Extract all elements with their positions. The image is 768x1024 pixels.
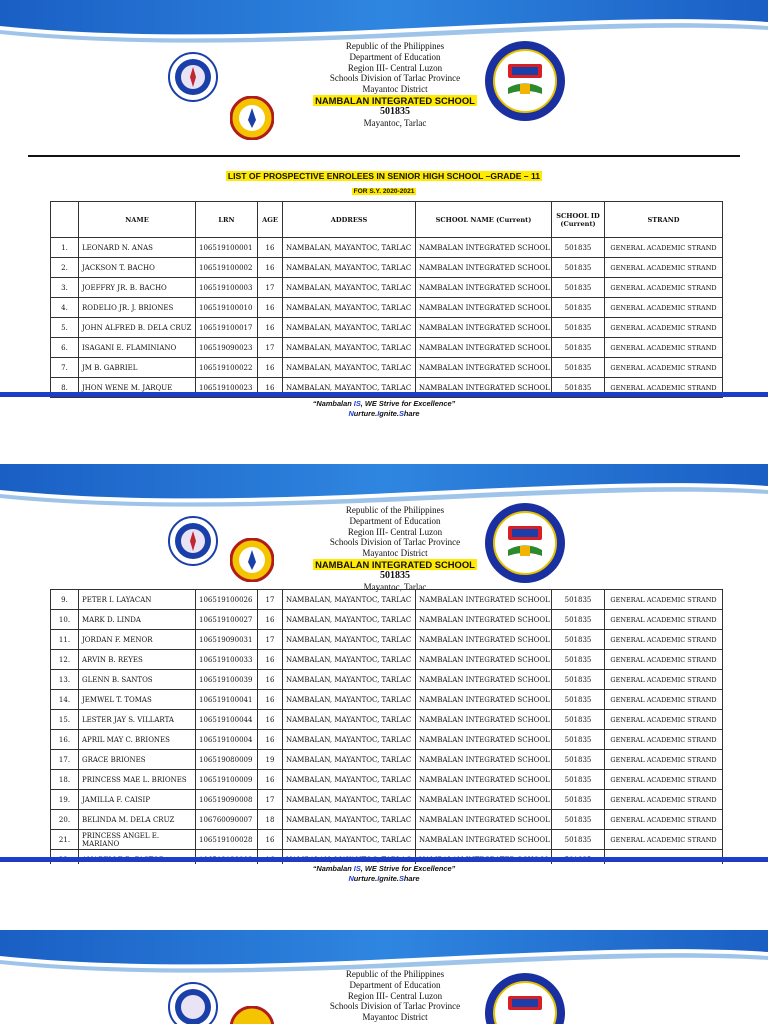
row-lrn: 106519100003 — [196, 278, 258, 298]
row-school: NAMBALAN INTEGRATED SCHOOL — [416, 790, 552, 810]
page-1 — [0, 0, 768, 440]
col-address: ADDRESS — [283, 202, 416, 238]
school-seal-logo — [484, 972, 566, 1024]
row-name: GRACE BRIONES — [79, 750, 196, 770]
row-lrn: 106519100017 — [196, 318, 258, 338]
header-school-id: 501835 — [380, 569, 410, 581]
row-name: JEMWEL T. TOMAS — [79, 690, 196, 710]
table-row — [51, 610, 723, 630]
row-name: JM B. GABRIEL — [79, 358, 196, 378]
row-strand: GENERAL ACADEMIC STRAND — [605, 338, 723, 358]
table-row — [51, 750, 723, 770]
row-number: 5. — [51, 318, 79, 338]
row-school-id: 501835 — [552, 810, 605, 830]
table-row — [51, 790, 723, 810]
header-banner — [0, 464, 768, 508]
row-strand: GENERAL ACADEMIC STRAND — [605, 750, 723, 770]
row-school-id: 501835 — [552, 670, 605, 690]
row-strand: GENERAL ACADEMIC STRAND — [605, 238, 723, 258]
row-strand: GENERAL ACADEMIC STRAND — [605, 590, 723, 610]
row-number: 21. — [51, 830, 79, 850]
motto-hare: hare — [403, 409, 420, 418]
table-row — [51, 318, 723, 338]
motto-i: I — [377, 409, 380, 418]
row-school-id: 501835 — [552, 690, 605, 710]
row-number: 18. — [51, 770, 79, 790]
row-number: 4. — [51, 298, 79, 318]
header-line-republic: Republic of the Philippines — [345, 41, 445, 51]
row-school: NAMBALAN INTEGRATED SCHOOL — [416, 238, 552, 258]
row-number: 9. — [51, 590, 79, 610]
header-line-department: Department of Education — [349, 51, 441, 62]
row-school: NAMBALAN INTEGRATED SCHOOL — [416, 730, 552, 750]
row-age: 17 — [258, 278, 283, 298]
row-school-id: 501835 — [552, 770, 605, 790]
row-school: NAMBALAN INTEGRATED SCHOOL — [416, 650, 552, 670]
table-row — [51, 650, 723, 670]
row-school: NAMBALAN INTEGRATED SCHOOL — [416, 278, 552, 298]
row-age: 16 — [258, 770, 283, 790]
row-address: NAMBALAN, MAYANTOC, TARLAC — [283, 730, 416, 750]
row-school-id: 501835 — [552, 318, 605, 338]
row-address: NAMBALAN, MAYANTOC, TARLAC — [283, 650, 416, 670]
row-age: 16 — [258, 358, 283, 378]
row-age: 16 — [258, 710, 283, 730]
row-school-id: 501835 — [552, 750, 605, 770]
row-lrn: 106519100039 — [196, 670, 258, 690]
row-lrn: 106519100028 — [196, 830, 258, 850]
motto-hare: hare — [403, 874, 420, 883]
row-strand: GENERAL ACADEMIC STRAND — [605, 318, 723, 338]
col-strand: STRAND — [605, 202, 723, 238]
row-school-id: 501835 — [552, 730, 605, 750]
row-number: 16. — [51, 730, 79, 750]
row-strand: GENERAL ACADEMIC STRAND — [605, 258, 723, 278]
row-age: 16 — [258, 610, 283, 630]
row-number: 17. — [51, 750, 79, 770]
header-line-district: Mayantoc District — [362, 84, 428, 95]
header-banner — [0, 0, 768, 44]
row-strand: GENERAL ACADEMIC STRAND — [605, 650, 723, 670]
row-number: 12. — [51, 650, 79, 670]
row-address: NAMBALAN, MAYANTOC, TARLAC — [283, 358, 416, 378]
motto-s: S — [398, 874, 404, 883]
row-school-id: 501835 — [552, 298, 605, 318]
row-strand: GENERAL ACADEMIC STRAND — [605, 298, 723, 318]
table-row — [51, 770, 723, 790]
table-row — [51, 690, 723, 710]
row-number: 14. — [51, 690, 79, 710]
row-address: NAMBALAN, MAYANTOC, TARLAC — [283, 238, 416, 258]
table-row — [51, 298, 723, 318]
row-age: 16 — [258, 690, 283, 710]
motto-n: N — [348, 874, 354, 883]
row-name: GLENN B. SANTOS — [79, 670, 196, 690]
header-location: Mayantoc, Tarlac — [363, 117, 427, 128]
row-number: 1. — [51, 238, 79, 258]
row-address: NAMBALAN, MAYANTOC, TARLAC — [283, 338, 416, 358]
row-address: NAMBALAN, MAYANTOC, TARLAC — [283, 630, 416, 650]
row-school: NAMBALAN INTEGRATED SCHOOL — [416, 670, 552, 690]
motto-part-1: “Nambalan — [312, 864, 354, 873]
row-lrn: 106519100009 — [196, 770, 258, 790]
row-number: 3. — [51, 278, 79, 298]
row-age: 16 — [258, 298, 283, 318]
letterhead — [300, 505, 490, 592]
table-row — [51, 258, 723, 278]
col-lrn: LRN — [196, 202, 258, 238]
header-divider — [28, 155, 740, 157]
row-age: 17 — [258, 338, 283, 358]
motto-gnite: gnite. — [379, 409, 399, 418]
row-age: 16 — [258, 730, 283, 750]
row-school-id: 501835 — [552, 590, 605, 610]
table-row — [51, 810, 723, 830]
table-row — [51, 338, 723, 358]
motto-is: IS — [353, 399, 361, 408]
row-school-id: 501835 — [552, 790, 605, 810]
row-lrn: 106519100044 — [196, 710, 258, 730]
row-name: JACKSON T. BACHO — [79, 258, 196, 278]
row-address: NAMBALAN, MAYANTOC, TARLAC — [283, 378, 416, 398]
row-address: NAMBALAN, MAYANTOC, TARLAC — [283, 590, 416, 610]
row-age: 17 — [258, 630, 283, 650]
row-strand: GENERAL ACADEMIC STRAND — [605, 730, 723, 750]
row-lrn: 106519090023 — [196, 338, 258, 358]
table-row — [51, 358, 723, 378]
row-name: PRINCESS ANGEL E. MARIANO — [79, 830, 196, 850]
row-school-id: 501835 — [552, 338, 605, 358]
col-no — [51, 202, 79, 238]
row-name: PRINCESS MAE L. BRIONES — [79, 770, 196, 790]
motto-part-1: “Nambalan — [312, 399, 354, 408]
row-school: NAMBALAN INTEGRATED SCHOOL — [416, 830, 552, 850]
motto-part-2: , WE Strive for Excellence” — [360, 399, 456, 408]
row-age: 16 — [258, 258, 283, 278]
division-seal-logo — [230, 538, 274, 586]
row-school: NAMBALAN INTEGRATED SCHOOL — [416, 610, 552, 630]
table-row — [51, 590, 723, 610]
row-school-id: 501835 — [552, 358, 605, 378]
row-name: MARK D. LINDA — [79, 610, 196, 630]
school-seal-logo — [484, 40, 566, 126]
enrolee-table-page-1 — [50, 201, 723, 398]
row-number: 8. — [51, 378, 79, 398]
row-name: JOHN ALFRED B. DELA CRUZ — [79, 318, 196, 338]
row-lrn: 106519100033 — [196, 650, 258, 670]
row-school: NAMBALAN INTEGRATED SCHOOL — [416, 810, 552, 830]
row-age: 18 — [258, 810, 283, 830]
footer-rule — [0, 857, 768, 862]
header-line-republic: Republic of the Philippines — [345, 505, 445, 515]
row-address: NAMBALAN, MAYANTOC, TARLAC — [283, 298, 416, 318]
row-school: NAMBALAN INTEGRATED SCHOOL — [416, 378, 552, 398]
row-name: LEONARD N. ANAS — [79, 238, 196, 258]
row-lrn: 106760090007 — [196, 810, 258, 830]
title-main: LIST OF PROSPECTIVE ENROLEES IN SENIOR HIGH SCHOOL –GRADE – 11 — [227, 171, 541, 181]
row-strand: GENERAL ACADEMIC STRAND — [605, 710, 723, 730]
row-school-id: 501835 — [552, 630, 605, 650]
row-address: NAMBALAN, MAYANTOC, TARLAC — [283, 278, 416, 298]
row-strand: GENERAL ACADEMIC STRAND — [605, 690, 723, 710]
row-age: 17 — [258, 790, 283, 810]
row-strand: GENERAL ACADEMIC STRAND — [605, 670, 723, 690]
header-location: Mayantoc, Tarlac — [363, 581, 427, 592]
row-name: APRIL MAY C. BRIONES — [79, 730, 196, 750]
division-seal-logo — [230, 96, 274, 144]
row-address: NAMBALAN, MAYANTOC, TARLAC — [283, 258, 416, 278]
school-seal-logo — [484, 502, 566, 588]
row-number: 6. — [51, 338, 79, 358]
page-3 — [0, 930, 768, 1024]
motto-s: S — [398, 409, 404, 418]
document-title — [0, 168, 768, 197]
col-name: NAME — [79, 202, 196, 238]
header-line-division: Schools Division of Tarlac Province — [329, 1001, 461, 1012]
row-strand: GENERAL ACADEMIC STRAND — [605, 830, 723, 850]
header-line-republic: Republic of the Philippines — [345, 969, 445, 979]
row-lrn: 106519090031 — [196, 630, 258, 650]
header-line-region: Region III- Central Luzon — [347, 526, 443, 537]
row-number: 19. — [51, 790, 79, 810]
motto-is: IS — [353, 864, 361, 873]
table-row — [51, 830, 723, 850]
motto-urture: urture. — [353, 409, 378, 418]
row-school-id: 501835 — [552, 278, 605, 298]
title-school-year: FOR S.Y. 2020-2021 — [353, 188, 415, 195]
row-address: NAMBALAN, MAYANTOC, TARLAC — [283, 610, 416, 630]
row-lrn: 106519100022 — [196, 358, 258, 378]
header-line-division: Schools Division of Tarlac Province — [329, 537, 461, 548]
row-number: 13. — [51, 670, 79, 690]
row-strand: GENERAL ACADEMIC STRAND — [605, 610, 723, 630]
row-name: PETER I. LAYACAN — [79, 590, 196, 610]
row-name: LESTER JAY S. VILLARTA — [79, 710, 196, 730]
row-number: 10. — [51, 610, 79, 630]
row-lrn: 106519100027 — [196, 610, 258, 630]
row-address: NAMBALAN, MAYANTOC, TARLAC — [283, 670, 416, 690]
footer-motto — [0, 864, 768, 884]
row-lrn: 106519100026 — [196, 590, 258, 610]
col-age: AGE — [258, 202, 283, 238]
row-lrn: 106519100010 — [196, 298, 258, 318]
row-number: 7. — [51, 358, 79, 378]
page-2 — [0, 464, 768, 904]
row-number: 11. — [51, 630, 79, 650]
row-address: NAMBALAN, MAYANTOC, TARLAC — [283, 750, 416, 770]
row-name: RODELIO JR. J. BRIONES — [79, 298, 196, 318]
header-line-region: Region III- Central Luzon — [347, 62, 443, 73]
row-strand: GENERAL ACADEMIC STRAND — [605, 810, 723, 830]
row-name: JHON WENE M. JARQUE — [79, 378, 196, 398]
row-school: NAMBALAN INTEGRATED SCHOOL — [416, 338, 552, 358]
motto-gnite: gnite. — [379, 874, 399, 883]
row-age: 16 — [258, 238, 283, 258]
row-school: NAMBALAN INTEGRATED SCHOOL — [416, 770, 552, 790]
row-number: 2. — [51, 258, 79, 278]
row-school: NAMBALAN INTEGRATED SCHOOL — [416, 750, 552, 770]
letterhead — [300, 969, 490, 1023]
row-school: NAMBALAN INTEGRATED SCHOOL — [416, 630, 552, 650]
division-seal-logo — [230, 1006, 274, 1024]
row-school: NAMBALAN INTEGRATED SCHOOL — [416, 258, 552, 278]
table-row — [51, 630, 723, 650]
row-number: 15. — [51, 710, 79, 730]
row-strand: GENERAL ACADEMIC STRAND — [605, 358, 723, 378]
row-school-id: 501835 — [552, 610, 605, 630]
row-age: 16 — [258, 650, 283, 670]
header-school-id: 501835 — [380, 105, 410, 117]
row-strand: GENERAL ACADEMIC STRAND — [605, 790, 723, 810]
row-school-id: 501835 — [552, 650, 605, 670]
row-address: NAMBALAN, MAYANTOC, TARLAC — [283, 810, 416, 830]
table-row — [51, 710, 723, 730]
footer-motto — [0, 399, 768, 419]
row-name: JORDAN F. MENOR — [79, 630, 196, 650]
motto-i: I — [377, 874, 380, 883]
table-row — [51, 670, 723, 690]
row-address: NAMBALAN, MAYANTOC, TARLAC — [283, 318, 416, 338]
header-school-name: NAMBALAN INTEGRATED SCHOOL — [315, 558, 475, 570]
enrolee-table-page-2 — [50, 589, 723, 870]
table-header-row — [51, 202, 723, 238]
motto-urture: urture. — [353, 874, 378, 883]
row-name: JAMILLA F. CAISIP — [79, 790, 196, 810]
row-name: BELINDA M. DELA CRUZ — [79, 810, 196, 830]
row-school-id: 501835 — [552, 710, 605, 730]
row-strand: GENERAL ACADEMIC STRAND — [605, 378, 723, 398]
row-name: JOEFFRY JR. B. BACHO — [79, 278, 196, 298]
header-line-department: Department of Education — [349, 515, 441, 526]
row-lrn: 106519100041 — [196, 690, 258, 710]
row-school: NAMBALAN INTEGRATED SCHOOL — [416, 318, 552, 338]
row-lrn: 106519100023 — [196, 378, 258, 398]
row-name: ISAGANI E. FLAMINIANO — [79, 338, 196, 358]
row-address: NAMBALAN, MAYANTOC, TARLAC — [283, 690, 416, 710]
row-age: 16 — [258, 318, 283, 338]
motto-part-2: , WE Strive for Excellence” — [360, 864, 456, 873]
deped-seal-logo — [168, 516, 218, 570]
header-school-name: NAMBALAN INTEGRATED SCHOOL — [315, 94, 475, 106]
row-school-id: 501835 — [552, 258, 605, 278]
row-school: NAMBALAN INTEGRATED SCHOOL — [416, 710, 552, 730]
footer-rule — [0, 392, 768, 397]
row-lrn: 106519100004 — [196, 730, 258, 750]
row-lrn: 106519080009 — [196, 750, 258, 770]
row-age: 16 — [258, 378, 283, 398]
row-address: NAMBALAN, MAYANTOC, TARLAC — [283, 790, 416, 810]
row-age: 17 — [258, 590, 283, 610]
deped-seal-logo — [168, 52, 218, 106]
row-address: NAMBALAN, MAYANTOC, TARLAC — [283, 770, 416, 790]
motto-n: N — [348, 409, 354, 418]
header-line-district: Mayantoc District — [362, 1012, 428, 1023]
row-lrn: 106519100002 — [196, 258, 258, 278]
row-school: NAMBALAN INTEGRATED SCHOOL — [416, 298, 552, 318]
row-name: ARVIN B. REYES — [79, 650, 196, 670]
row-strand: GENERAL ACADEMIC STRAND — [605, 770, 723, 790]
row-school-id: 501835 — [552, 238, 605, 258]
row-lrn: 106519090008 — [196, 790, 258, 810]
header-line-division: Schools Division of Tarlac Province — [329, 73, 461, 84]
header-line-region: Region III- Central Luzon — [347, 990, 443, 1001]
row-number: 20. — [51, 810, 79, 830]
row-school: NAMBALAN INTEGRATED SCHOOL — [416, 590, 552, 610]
row-lrn: 106519100001 — [196, 238, 258, 258]
row-school-id: 501835 — [552, 378, 605, 398]
row-address: NAMBALAN, MAYANTOC, TARLAC — [283, 710, 416, 730]
table-row — [51, 730, 723, 750]
table-row — [51, 278, 723, 298]
header-line-department: Department of Education — [349, 979, 441, 990]
row-strand: GENERAL ACADEMIC STRAND — [605, 630, 723, 650]
row-age: 16 — [258, 830, 283, 850]
row-school: NAMBALAN INTEGRATED SCHOOL — [416, 690, 552, 710]
table-row — [51, 238, 723, 258]
header-banner — [0, 930, 768, 974]
col-school: SCHOOL NAME (Current) — [416, 202, 552, 238]
row-age: 19 — [258, 750, 283, 770]
row-age: 16 — [258, 670, 283, 690]
row-school-id: 501835 — [552, 830, 605, 850]
letterhead — [300, 41, 490, 128]
deped-seal-logo — [168, 982, 218, 1024]
row-strand: GENERAL ACADEMIC STRAND — [605, 278, 723, 298]
header-line-district: Mayantoc District — [362, 548, 428, 559]
row-address: NAMBALAN, MAYANTOC, TARLAC — [283, 830, 416, 850]
row-school: NAMBALAN INTEGRATED SCHOOL — [416, 358, 552, 378]
col-school-id: SCHOOL ID (Current) — [552, 202, 605, 238]
